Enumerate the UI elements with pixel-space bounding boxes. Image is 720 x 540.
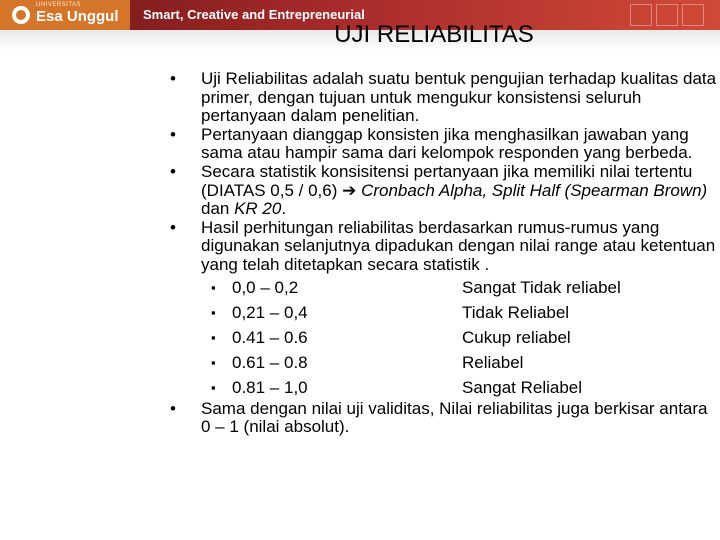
criteria-label: Sangat Reliabel (462, 377, 583, 397)
square-bullet-icon: ▪ (211, 279, 216, 295)
bullet-dot: • (170, 124, 176, 144)
criteria-range: 0.81 – 1,0 (232, 377, 308, 397)
criteria-range: 0,0 – 0,2 (232, 277, 299, 297)
bullet-item (170, 163, 718, 219)
method-names: Cronbach Alpha, Split Half (Spearman Brown) (361, 180, 708, 200)
bullet-dot: • (170, 217, 176, 237)
logo-text: Esa Unggul (36, 8, 119, 25)
slide-title: UJI RELIABILITAS (334, 21, 534, 48)
criteria-label: Reliabel (462, 352, 524, 372)
square-bullet-icon: ▪ (211, 304, 216, 320)
bullet-item (170, 219, 718, 275)
bullet-text: Sama dengan nilai uji validitas, Nilai reliabilitas juga berkisar antara 0 – 1 (nilai absolut). (201, 398, 708, 437)
bullet-text: Hasil perhitungan reliabilitas berdasarkan rumus-rumus yang digunakan selanjutnya dipadukan dengan nilai range atau ketentuan yang telah ditetapkan secara statistik . (201, 217, 716, 274)
bullet-text: Uji Reliabilitas adalah suatu bentuk pengujian terhadap kualitas data primer, dengan tujuan untuk mengukur konsistensi seluruh pertanyaan dalam penelitian. (201, 69, 717, 126)
criteria-range: 0,21 – 0,4 (232, 302, 308, 322)
method-kr20: KR 20 (234, 199, 282, 219)
criteria-row (170, 300, 718, 325)
criteria-row (170, 275, 718, 300)
bullet-dot: • (170, 69, 176, 88)
tagline: Smart, Creative and Entrepreneurial (143, 7, 365, 22)
bullet-dot: • (170, 398, 176, 418)
criteria-row (170, 375, 718, 400)
criteria-range: 0.61 – 0.8 (232, 352, 308, 372)
square-bullet-icon: ▪ (211, 329, 216, 345)
bullet-text: Secara statistik konsisitensi pertanyaan jika memiliki nilai tertentu (DIATAS 0,5 / 0,6) (201, 161, 693, 200)
slide-content (170, 70, 718, 437)
criteria-row (170, 325, 718, 350)
bullet-text: Pertanyaan dianggap konsisten jika menghasilkan jawaban yang sama atau hampir sama dari kelompok responden yang berbeda. (201, 124, 693, 163)
criteria-row (170, 350, 718, 375)
sentence-end: . (281, 199, 287, 219)
bullet-dot: • (170, 161, 176, 181)
logo-subtext: UNIVERSITAS (36, 2, 82, 8)
criteria-label: Sangat Tidak reliabel (462, 277, 621, 297)
bullet-item (170, 70, 718, 126)
square-bullet-icon: ▪ (211, 379, 216, 395)
bullet-item (170, 126, 718, 163)
bullet-item (170, 400, 718, 437)
criteria-range: 0.41 – 0.6 (232, 327, 308, 347)
criteria-label: Cukup reliabel (462, 327, 571, 347)
arrow-icon: ➔ (342, 180, 357, 200)
square-bullet-icon: ▪ (211, 354, 216, 370)
connector-text: dan (201, 199, 235, 219)
criteria-label: Tidak Reliabel (462, 302, 570, 322)
